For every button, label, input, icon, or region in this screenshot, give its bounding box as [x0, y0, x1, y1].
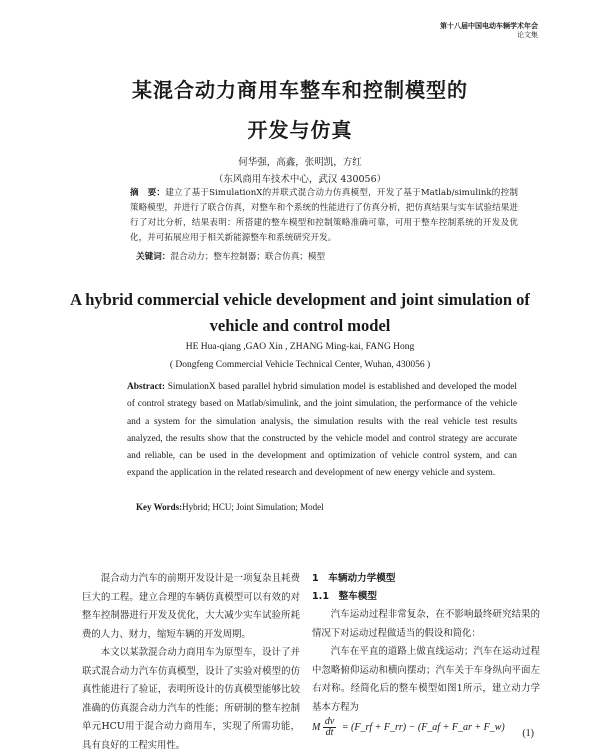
- body-right-paragraph-1: 汽车运动过程非常复杂，在不影响最终研究结果的情况下对运动过程做适当的假设和简化：: [312, 609, 540, 639]
- abstract-en-text: SimulationX based parallel hybrid simulation model is established and developed the model of control strategy based on Matlab/simulink, and the joint simulation, the performance of the vehicle and a system for the simulation analysis, the simulation results with the real vehicle test results analyzed, the results show that the constructed by the vehicle model and control strategy are accurate and reliable, can be used in the development and optimization of vehicle control system, and can expand the application in the related research and development of new energy vehicle and system.: [127, 382, 517, 479]
- title-en-line2: vehicle and control model: [209, 316, 391, 335]
- abstract-cn: [130, 186, 518, 246]
- abstract-cn-text: 建立了基于SimulationX的并联式混合动力仿真模型，开发了基于Matlab/simulink的控制策略模型，并进行了联合仿真，对整车和个系统的性能进行了仿真分析，把仿真结果与实车试验结果进行了对比分析，结果表明：所搭建的整车模型和控制策略准确可靠，可用于整车控制系统的开发及优化，并可拓展应用于相关新能源整车和系统研究开发。: [130, 188, 518, 243]
- equation-fraction: [323, 717, 336, 738]
- affiliation-en: ( Dongfeng Commercial Vehicle Technical Center, Wuhan, 430056 ): [169, 360, 431, 370]
- equation-rhs: = (F_rf + F_rr) − (F_af + F_ar + F_w): [341, 721, 505, 733]
- section-heading: 1 车辆动力学模型: [312, 573, 396, 584]
- equation-numerator: dv: [324, 716, 335, 727]
- equation-1: [312, 717, 540, 747]
- body-left-column: [82, 570, 300, 755]
- authors-en: HE Hua-qiang ,GAO Xin , ZHANG Ming-kai, FANG Hong: [185, 342, 415, 352]
- keywords-en-text: Hybrid; HCU; Joint Simulation; Model: [182, 502, 324, 512]
- title-cn-line1: 某混合动力商用车整车和控制模型的: [132, 78, 468, 102]
- body-left-paragraph-2: 本文以某款混合动力商用车为原型车，设计了并联式混合动力汽车仿真模型，设计了实验对模型的仿真性能进行了验证，表明所设计的仿真模型能够比较准确的仿真混合动力汽车的性能；所研制的整车控制单元HCU用于混合动力商用车，实现了所需功能，具有良好的工程实用性。: [82, 647, 300, 751]
- running-header: [440, 22, 538, 40]
- keywords-cn-label: 关键词：: [136, 252, 171, 262]
- equation-lhs: M: [312, 721, 321, 733]
- keywords-cn-text: 混合动力；整车控制器；联合仿真；模型: [170, 252, 326, 262]
- equation-denominator: dt: [325, 727, 334, 738]
- abstract-en-label: Abstract:: [127, 382, 166, 392]
- abstract-cn-label: 摘 要：: [130, 188, 166, 198]
- equation-number: (1): [522, 728, 534, 739]
- keywords-cn: [136, 250, 325, 262]
- abstract-en: [127, 379, 517, 483]
- title-cn-line2: 开发与仿真: [247, 118, 353, 142]
- header-line1: 第十八届中国电动车辆学术年会: [440, 22, 538, 30]
- body-right-column: [312, 570, 540, 747]
- header-line2: 论文集: [517, 31, 538, 39]
- keywords-en-label: Key Words:: [136, 502, 183, 512]
- subsection-heading: 1.1 整车模型: [312, 591, 377, 602]
- body-left-paragraph-1: 混合动力汽车的前期开发设计是一项复杂且耗费巨大的工程。建立合理的车辆仿真模型可以有效的对整车控制器进行开发及优化，大大减少实车试验所耗费的人力、财力，缩短车辆的开发周期。: [82, 573, 300, 640]
- affiliation-cn: （东风商用车技术中心，武汉 430056）: [213, 174, 387, 185]
- body-right-paragraph-2: 汽车在平直的道路上做直线运动；汽车在运动过程中忽略俯仰运动和横向摆动；汽车关于车身纵向平面左右对称。经简化后的整车模型如图1所示，建立动力学基本方程为: [312, 646, 540, 713]
- authors-cn: 何华强，高鑫，张明凯，方红: [238, 157, 362, 168]
- keywords-en: [136, 502, 324, 512]
- title-en-line1: A hybrid commercial vehicle development and joint simulation of: [70, 290, 530, 309]
